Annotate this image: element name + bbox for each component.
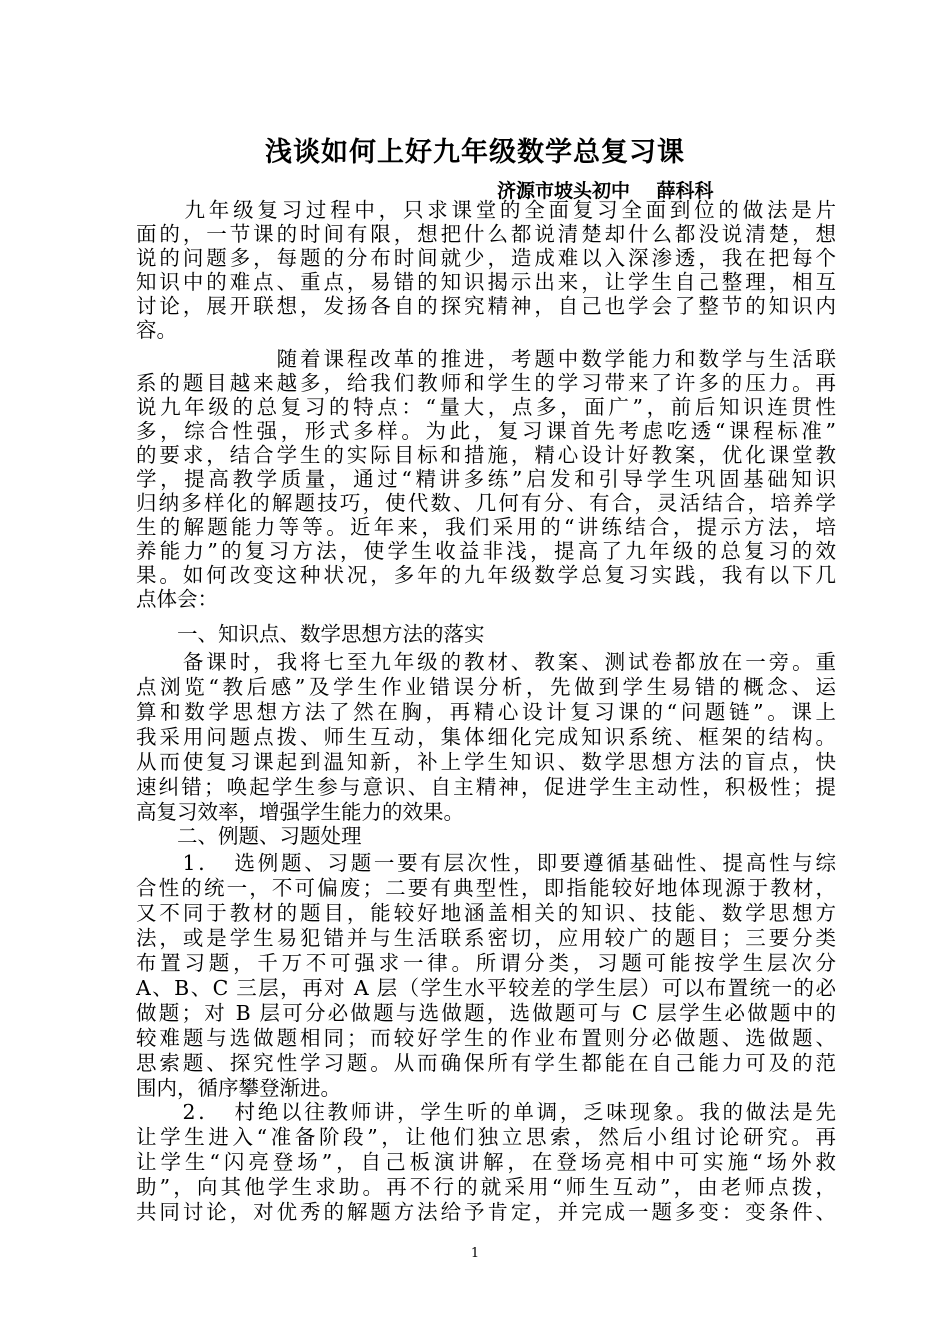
text-line: 合性的统一，不可偏废；二要有典型性，即指能较好地体现源于教材，	[136, 876, 836, 900]
text-line: 布置习题，千万不可强求一律。所谓分类，习题可能按学生层次分	[136, 951, 836, 975]
text-line: 高复习效率，增强学生能力的效果。	[136, 800, 464, 824]
text-line: 养能力”的复习方法，使学生收益非浅，提高了九年级的总复习的效	[136, 539, 836, 563]
text-line: 算和数学思想方法了然在胸，再精心设计复习课的“问题链”。课上	[136, 700, 836, 724]
text-line: 多，综合性强，形式多样。为此，复习课首先考虑吃透“课程标准”	[136, 419, 836, 443]
text-line: 的要求，结合学生的实际目标和措施，精心设计好教案，优化课堂教	[136, 443, 836, 467]
text-line: 归纳多样化的解题技巧，使代数、几何有分、有合，灵活结合，培养学	[136, 491, 836, 515]
text-line: 九年级复习过程中，只求课堂的全面复习全面到位的做法是片	[136, 198, 836, 222]
text-line: 让学生进入“准备阶段”，让他们独立思索，然后小组讨论研究。再	[136, 1125, 836, 1149]
text-line: 又不同于教材的题目，能较好地涵盖相关的知识、技能、数学思想方	[136, 901, 836, 925]
text-line: 思索题、探究性学习题。从而确保所有学生都能在自己能力可及的范	[136, 1051, 836, 1075]
text-line: 1． 选例题、习题一要有层次性，即要遵循基础性、提高性与综	[136, 851, 836, 875]
text-line: 备课时，我将七至九年级的教材、教案、测试卷都放在一旁。重	[136, 650, 836, 674]
text-line: 知识中的难点、重点，易错的知识揭示出来，让学生自己整理，相互	[136, 270, 836, 294]
text-line: 说的问题多，每题的分布时间就少，造成难以入深渗透，我在把每个	[136, 246, 836, 270]
text-line: 生的解题能力等等。近年来，我们采用的“讲练结合，提示方法，培	[136, 515, 836, 539]
text-line: 较难题与选做题相同；而较好学生的作业布置则分必做题、选做题、	[136, 1026, 836, 1050]
section-heading: 二、例题、习题处理	[136, 824, 362, 848]
text-line: A、B、C 三层，再对 A 层（学生水平较差的学生层）可以布置统一的必	[136, 976, 836, 1000]
text-line: 共同讨论，对优秀的解题方法给予肯定，并完成一题多变：变条件、	[136, 1200, 836, 1224]
text-line: 随着课程改革的推进，考题中数学能力和数学与生活联	[136, 347, 836, 371]
text-line: 2． 村绝以往教师讲，学生听的单调，乏味现象。我的做法是先	[136, 1100, 836, 1124]
text-line: 点浏览“教后感”及学生作业错误分析，先做到学生易错的概念、运	[136, 675, 836, 699]
text-line: 围内，循序攀登渐进。	[136, 1076, 341, 1100]
text-line: 学，提高教学质量，通过“精讲多练”启发和引导学生巩固基础知识	[136, 467, 836, 491]
page-number: 1	[470, 1246, 480, 1261]
text-line: 讨论，展开联想，发扬各自的探究精神，自己也学会了整节的知识内	[136, 294, 836, 318]
text-line: 让学生“闪亮登场”，自己板演讲解，在登场亮相中可实施“场外救	[136, 1150, 836, 1174]
text-line: 面的，一节课的时间有限，想把什么都说清楚却什么都没说清楚，想	[136, 222, 836, 246]
text-line: 容。	[136, 318, 177, 342]
text-line: 从而使复习课起到温知新，补上学生知识、数学思想方法的盲点，快	[136, 750, 836, 774]
text-line: 我采用问题点拨、师生互动，集体细化完成知识系统、框架的结构。	[136, 725, 836, 749]
text-line: 助”，向其他学生求助。再不行的就采用“师生互动”，由老师点拨，	[136, 1175, 836, 1199]
text-line: 做题；对 B 层可分必做题与选做题，选做题可与 C 层学生必做题中的	[136, 1001, 836, 1025]
author-line: 济源市坡头初中 薛科科	[497, 180, 714, 202]
text-line: 说九年级的总复习的特点：“量大，点多，面广”，前后知识连贯性	[136, 395, 836, 419]
text-line: 点体会：	[136, 587, 218, 611]
text-line: 法，或是学生易犯错并与生活联系密切，应用较广的题目；三要分类	[136, 926, 836, 950]
text-line: 速纠错；唤起学生参与意识、自主精神，促进学生主动性，积极性；提	[136, 775, 836, 799]
section-heading: 一、知识点、数学思想方法的落实	[136, 622, 485, 646]
text-line: 系的题目越来越多，给我们教师和学生的学习带来了许多的压力。再	[136, 371, 836, 395]
text-line: 果。如何改变这种状况，多年的九年级数学总复习实践，我有以下几	[136, 563, 836, 587]
document-title: 浅谈如何上好九年级数学总复习课	[265, 137, 685, 168]
